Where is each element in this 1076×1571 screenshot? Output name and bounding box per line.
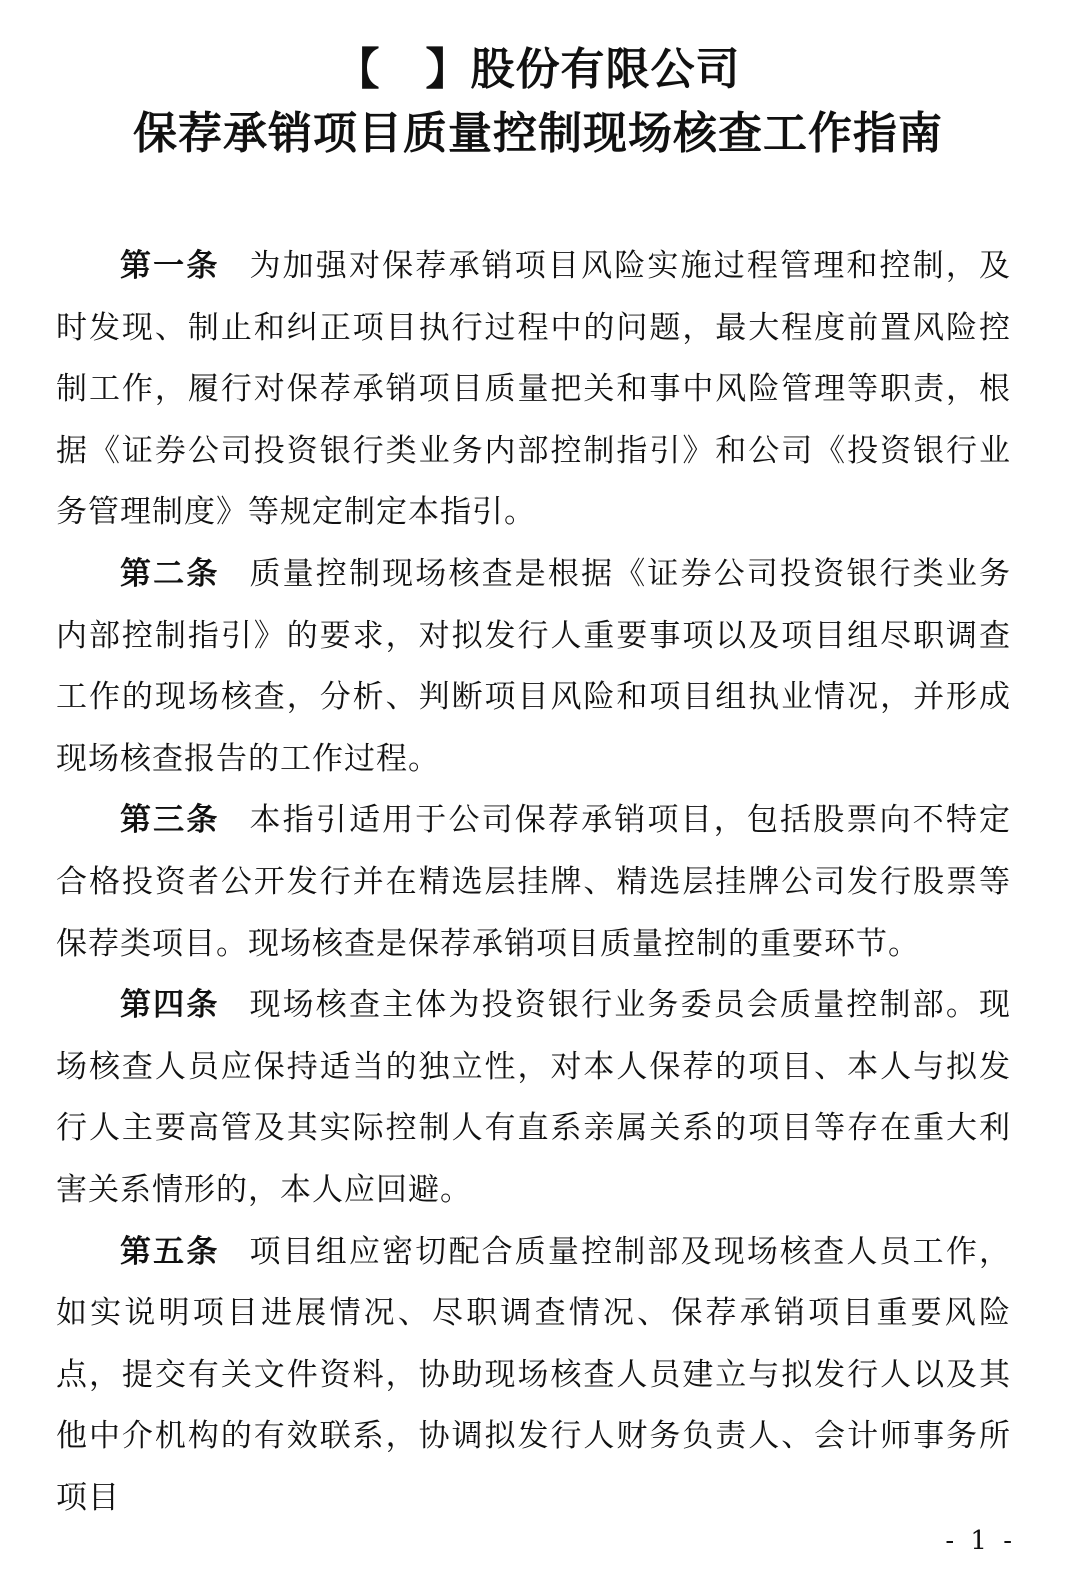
article-1 — [56, 236, 1011, 544]
article-label: 第四条 — [120, 987, 220, 1024]
article-label: 第二条 — [120, 555, 220, 592]
article-text: 质量控制现场核查是根据《证券公司投资银行类业务内部控制指引》的要求，对拟发行人重要事项以及项目组尽职调查工作的现场核查，分析、判断项目风险和项目组执业情况，并形成现场核查报告的工作过程。 — [56, 555, 1012, 777]
article-5 — [56, 1222, 1011, 1530]
document-title-main: 保荐承销项目质量控制现场核查工作指南 — [133, 108, 943, 159]
article-text: 本指引适用于公司保荐承销项目，包括股票向不特定合格投资者公开发行并在精选层挂牌、精选层挂牌公司发行股票等保荐类项目。现场核查是保荐承销项目质量控制的重要环节。 — [56, 802, 1012, 962]
article-label: 第三条 — [120, 802, 220, 839]
article-2 — [56, 544, 1011, 790]
article-text: 现场核查主体为投资银行业务委员会质量控制部。现场核查人员应保持适当的独立性，对本人保荐的项目、本人与拟发行人主要高管及其实际控制人有直系亲属关系的项目等存在重大利害关系情形的，本人应回避。 — [56, 987, 1012, 1208]
article-text: 为加强对保荐承销项目风险实施过程管理和控制，及时发现、制止和纠正项目执行过程中的问题，最大程度前置风险控制工作，履行对保荐承销项目质量把关和事中风险管理等职责，根据《证券公司投资银行类业务内部控制指引》和公司《投资银行业务管理制度》等规定制定本指引。 — [56, 248, 1012, 531]
article-text: 项目组应密切配合质量控制部及现场核查人员工作，如实说明项目进展情况、尽职调查情况、保荐承销项目重要风险点，提交有关文件资料，协助现场核查人员建立与拟发行人以及其他中介机构的有效联系，协调拟发行人财务负责人、会计师事务所项目 — [56, 1233, 1012, 1516]
article-label: 第一条 — [120, 248, 220, 284]
document-body — [56, 236, 1011, 1529]
document-title-company: 【 】股份有限公司 — [335, 44, 741, 95]
article-4 — [56, 975, 1011, 1221]
article-3 — [56, 790, 1011, 975]
page-number: - 1 - — [945, 1526, 1016, 1556]
article-label: 第五条 — [120, 1233, 220, 1270]
